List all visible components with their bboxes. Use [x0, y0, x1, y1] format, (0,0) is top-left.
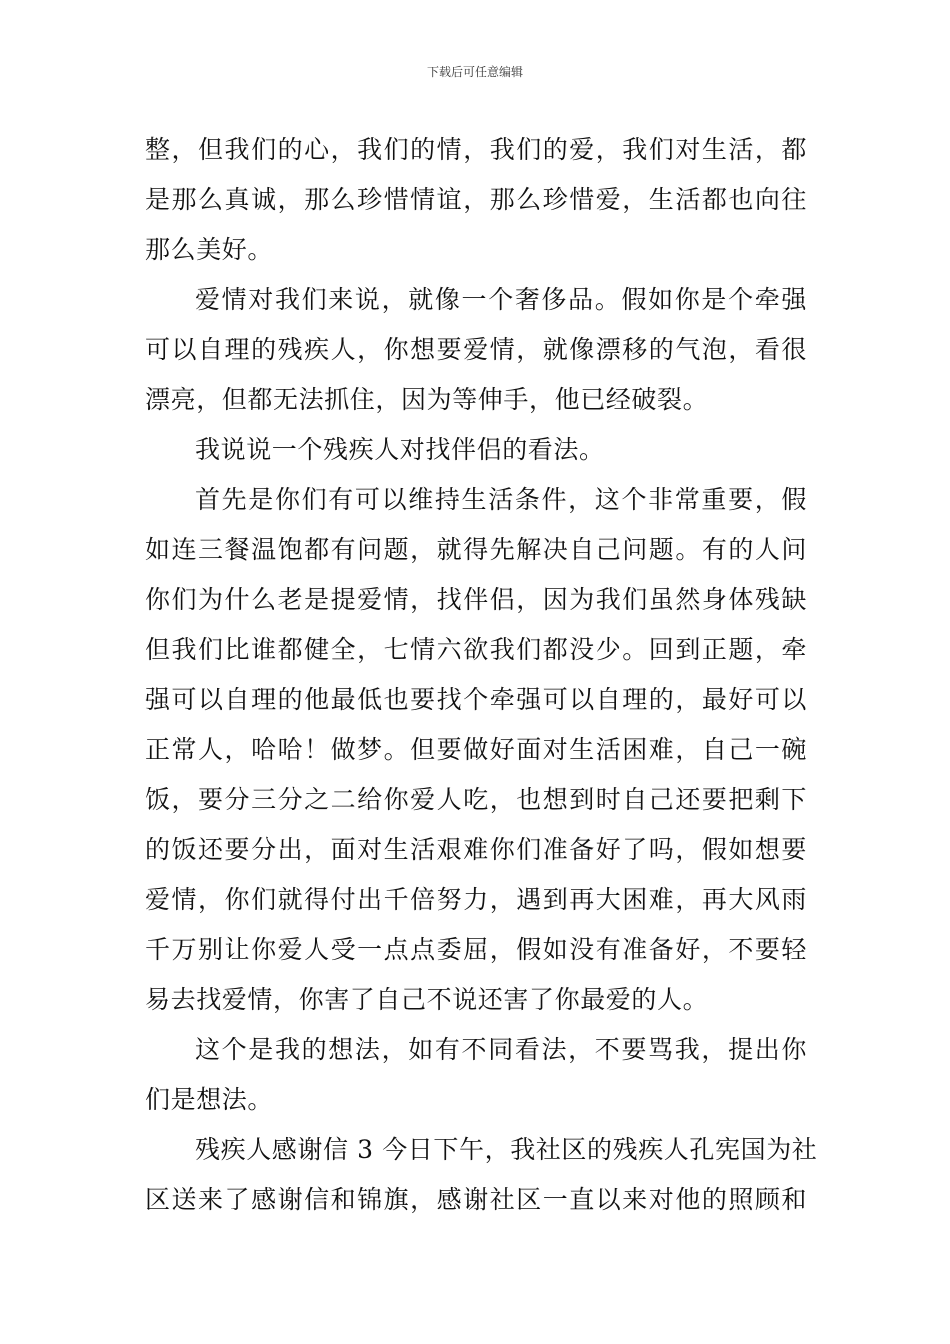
paragraph-line: 们是想法。	[145, 1085, 274, 1114]
paragraph-line: 千万别让你爱人受一点点委屈，假如没有准备好，不要轻	[145, 935, 807, 964]
paragraph-line: 爱情对我们来说，就像一个奢侈品。假如你是个牵强	[195, 285, 807, 314]
paragraph-5	[145, 1025, 807, 1125]
paragraph-line: 这个是我的想法，如有不同看法，不要骂我，提出你	[195, 1035, 807, 1064]
paragraph-line: 正常人，哈哈！做梦。但要做好面对生活困难，自己一碗	[145, 735, 807, 764]
paragraph-2	[145, 275, 807, 425]
paragraph-line: 区送来了感谢信和锦旗，感谢社区一直以来对他的照顾和	[145, 1185, 807, 1214]
paragraph-line: 的饭还要分出，面对生活艰难你们准备好了吗，假如想要	[145, 835, 807, 864]
paragraph-1	[145, 125, 807, 275]
paragraph-line: 首先是你们有可以维持生活条件，这个非常重要，假	[195, 485, 807, 514]
paragraph-line: 漂亮，但都无法抓住，因为等伸手，他已经破裂。	[145, 385, 709, 414]
paragraph-line: 是那么真诚，那么珍惜情谊，那么珍惜爱，生活都也向往	[145, 185, 807, 214]
document-body	[145, 125, 818, 1225]
paragraph-6	[145, 1125, 818, 1225]
paragraph-line: 可以自理的残疾人，你想要爱情，就像漂移的气泡，看很	[145, 335, 807, 364]
paragraph-line: 爱情，你们就得付出千倍努力，遇到再大困难，再大风雨	[145, 885, 807, 914]
paragraph-line: 易去找爱情，你害了自己不说还害了你最爱的人。	[145, 985, 709, 1014]
paragraph-4	[145, 475, 807, 1025]
header-text: 下载后可任意编辑	[426, 65, 523, 79]
paragraph-3	[145, 425, 807, 475]
paragraph-line: 强可以自理的他最低也要找个牵强可以自理的，最好可以	[145, 685, 807, 714]
paragraph-line: 我说说一个残疾人对找伴侣的看法。	[195, 435, 605, 464]
paragraph-line: 那么美好。	[145, 235, 274, 264]
paragraph-line: 饭，要分三分之二给你爱人吃，也想到时自己还要把剩下	[145, 785, 807, 814]
paragraph-line: 残疾人感谢信 3 今日下午，我社区的残疾人孔宪国为社	[195, 1135, 818, 1164]
paragraph-line: 但我们比谁都健全，七情六欲我们都没少。回到正题，牵	[145, 635, 807, 664]
page-header	[0, 62, 950, 82]
paragraph-line: 你们为什么老是提爱情，找伴侣，因为我们虽然身体残缺	[145, 585, 807, 614]
paragraph-line: 如连三餐温饱都有问题，就得先解决自己问题。有的人问	[145, 535, 807, 564]
paragraph-line: 整，但我们的心，我们的情，我们的爱，我们对生活，都	[145, 135, 807, 164]
